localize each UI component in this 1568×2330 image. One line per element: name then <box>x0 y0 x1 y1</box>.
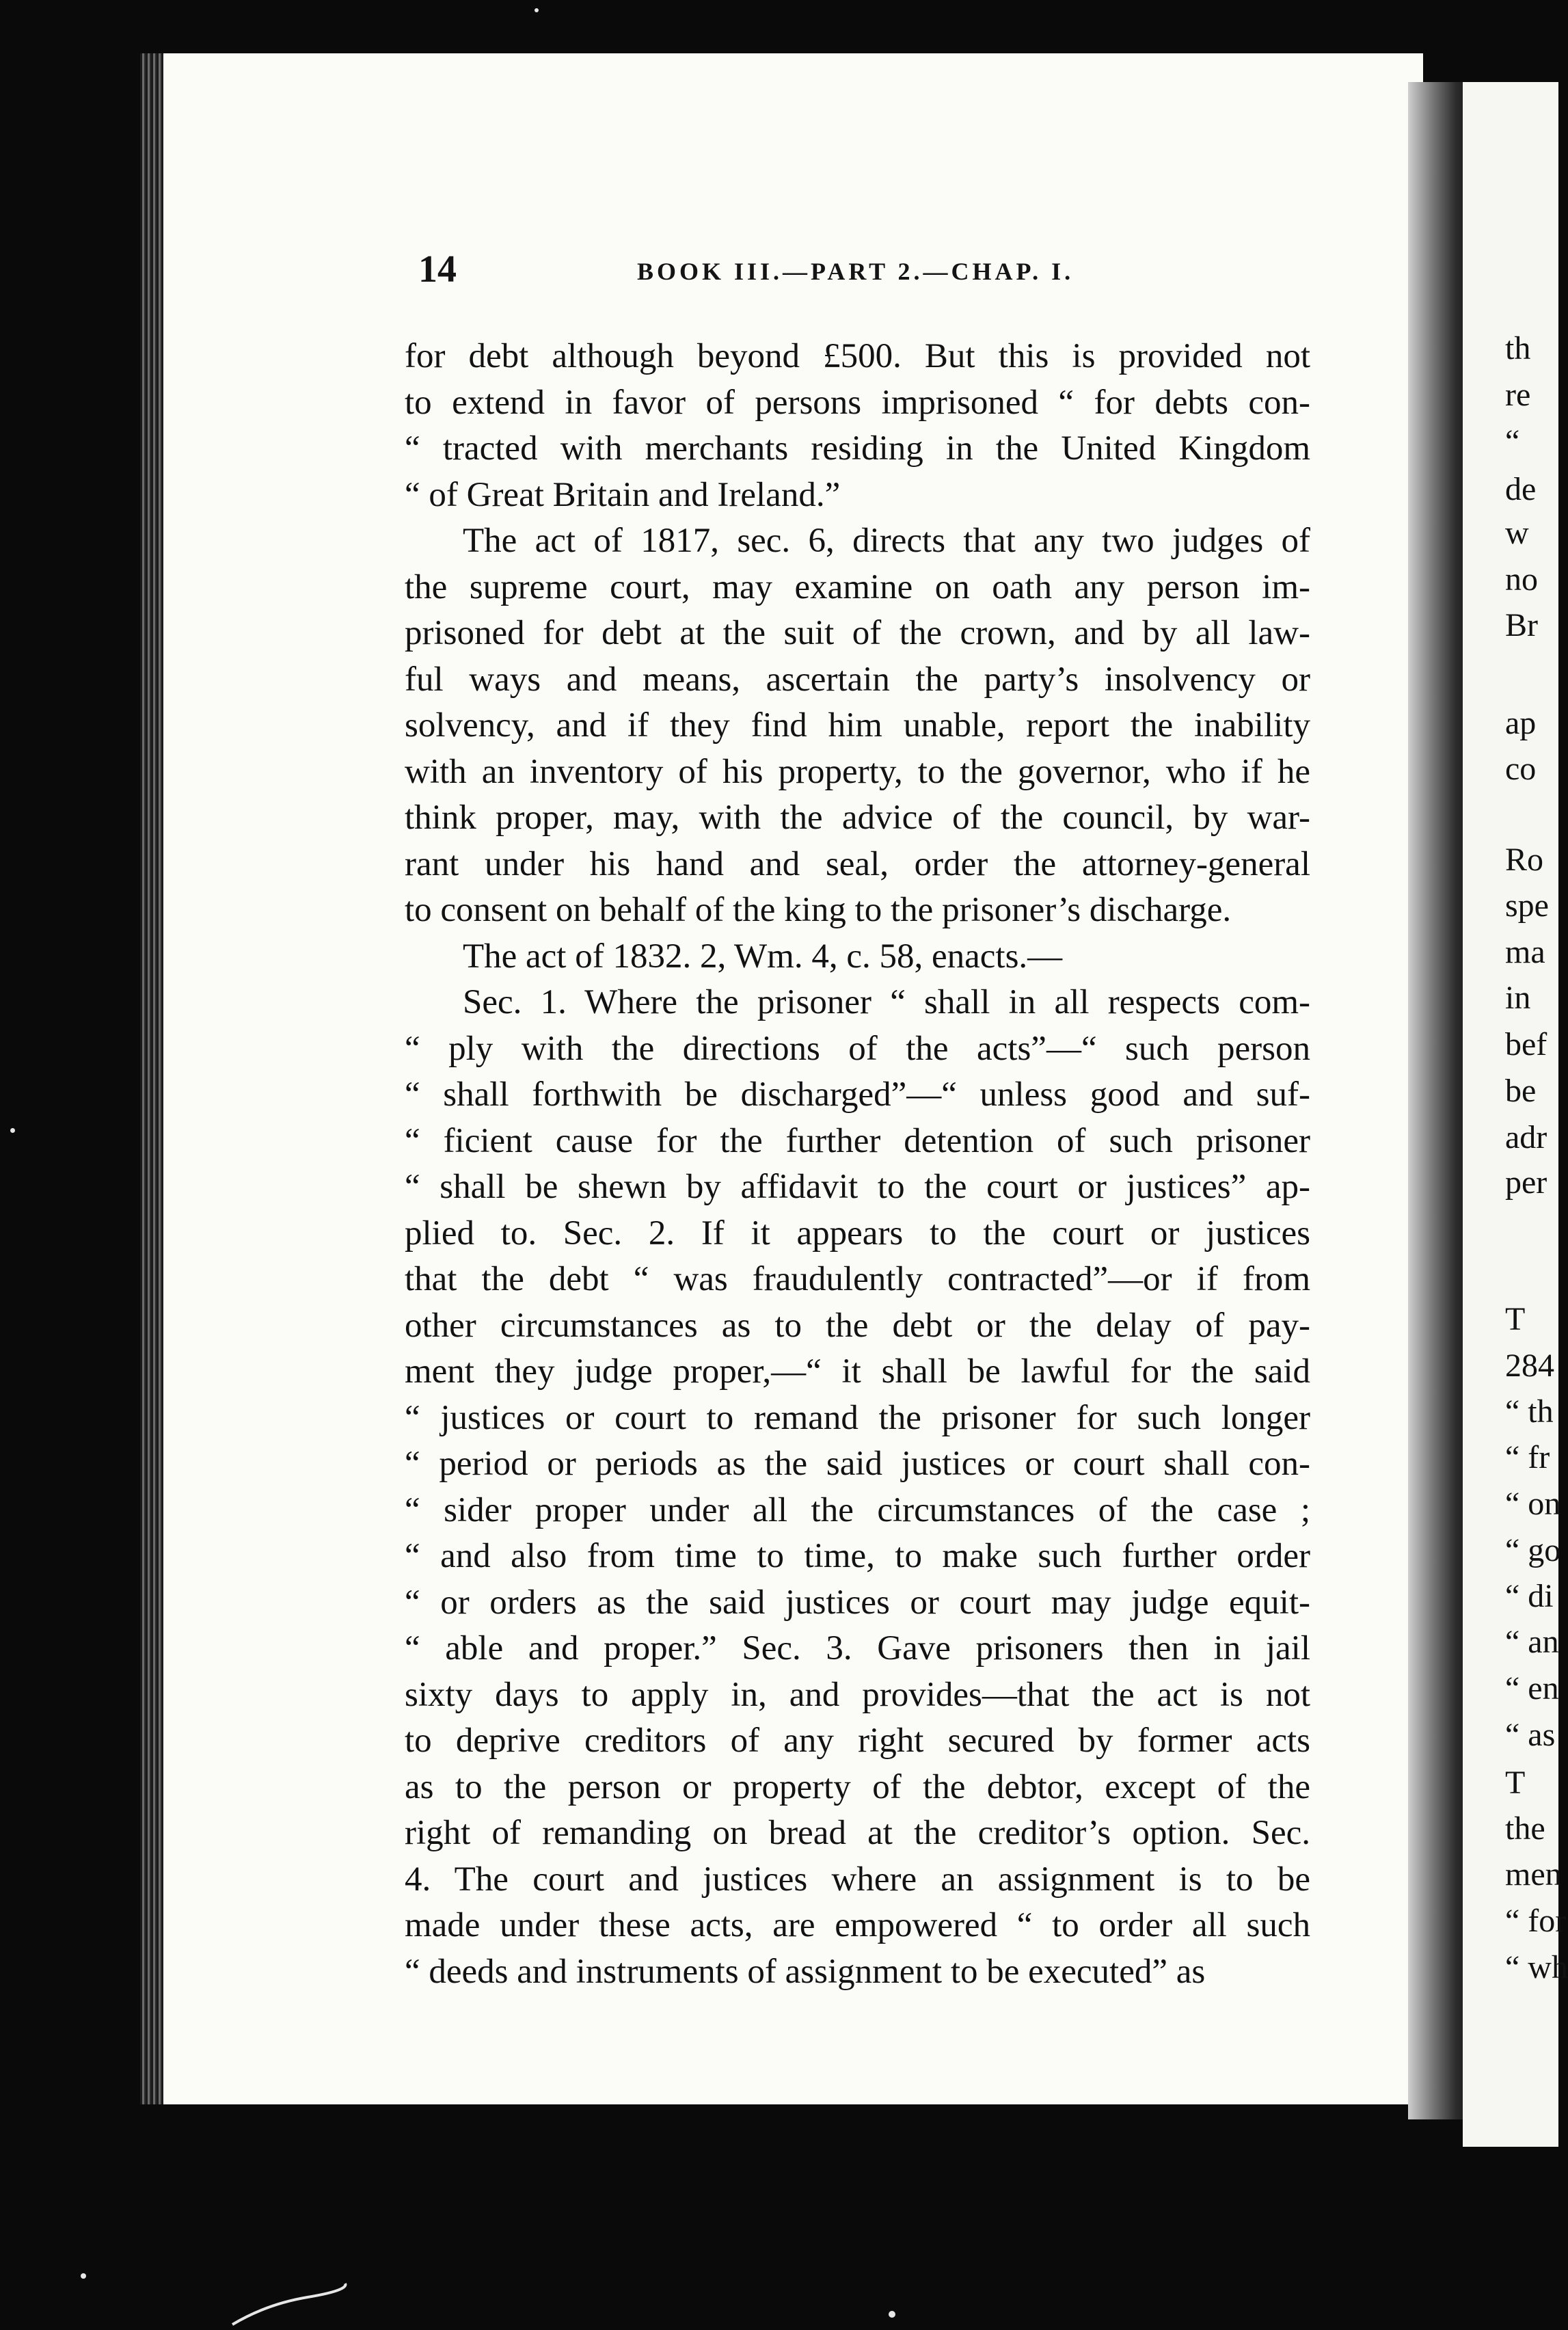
text-line: “ of Great Britain and Ireland.” <box>405 475 841 514</box>
facing-page-fragment: ap <box>1505 705 1537 741</box>
text-line: to extend in favor of persons imprisoned “ for debts con- <box>405 383 1310 422</box>
text-line: 4. The court and justices where an assignment is to be <box>405 1860 1310 1899</box>
page-edge-gutter <box>140 53 163 2104</box>
text-line: “ justices or court to remand the prisoner for such longer <box>405 1398 1310 1437</box>
text-line: “ able and proper.” Sec. 3. Gave prisoners then in jail <box>405 1629 1310 1668</box>
text-line: Sec. 1. Where the prisoner “ shall in all respects com- <box>463 983 1310 1021</box>
facing-page-fragment: Ro <box>1505 842 1544 878</box>
facing-page-fragment: “ go <box>1505 1532 1561 1568</box>
text-line: “ tracted with merchants residing in the United Kingdom <box>405 429 1310 468</box>
text-line: “ shall forthwith be discharged”—“ unless good and suf- <box>405 1075 1310 1114</box>
facing-page-fragment: co <box>1505 751 1537 787</box>
text-line: ment they judge proper,—“ it shall be lawful for the said <box>405 1352 1310 1391</box>
text-line: “ or orders as the said justices or court may judge equit- <box>405 1583 1310 1622</box>
text-line: “ shall be shewn by affidavit to the court or justices” ap- <box>405 1168 1310 1206</box>
dust-speck <box>889 2311 895 2318</box>
facing-page-fragment: be <box>1505 1073 1537 1109</box>
text-line: “ deeds and instruments of assignment to be executed” as <box>405 1952 1206 1991</box>
facing-page-fragment: th <box>1505 330 1531 366</box>
text-line: prisoned for debt at the suit of the crown, and by all law- <box>405 614 1310 652</box>
facing-page-fragment: w <box>1505 515 1529 551</box>
facing-page-fragment: bef <box>1505 1026 1547 1062</box>
page-header <box>418 247 1170 295</box>
facing-page-fragment: “ wh <box>1505 1949 1568 1985</box>
text-line: ful ways and means, ascertain the party’s insolvency or <box>405 660 1310 699</box>
text-line: “ ficient cause for the further detention of such prisoner <box>405 1121 1310 1160</box>
facing-page-fragment: “ on <box>1505 1486 1561 1522</box>
text-line: rant under his hand and seal, order the attorney-general <box>405 844 1310 883</box>
facing-page-fragment: adr <box>1505 1119 1547 1155</box>
text-line: think proper, may, with the advice of the council, by war- <box>405 799 1310 837</box>
facing-page-fragment: “ di <box>1505 1578 1554 1614</box>
facing-page-fragment: ma <box>1505 934 1545 970</box>
page-number: 14 <box>418 248 457 291</box>
text-line: solvency, and if they find him unable, report the inability <box>405 706 1310 745</box>
facing-page-fragment: “ en <box>1505 1670 1559 1706</box>
text-line: plied to. Sec. 2. If it appears to the court or justices <box>405 1214 1310 1253</box>
dust-speck <box>10 1128 15 1133</box>
text-line: The act of 1832. 2, Wm. 4, c. 58, enacts.— <box>463 937 1063 976</box>
facing-page-fragment: “ th <box>1505 1393 1554 1430</box>
dust-speck <box>81 2273 86 2279</box>
text-line: other circumstances as to the debt or the delay of pay- <box>405 1306 1310 1345</box>
facing-page-fragment: “ as <box>1505 1717 1556 1753</box>
running-head: BOOK III.—PART 2.—CHAP. I. <box>637 258 1074 285</box>
facing-page-fragment: de <box>1505 471 1537 507</box>
facing-page-fragment: “ an <box>1505 1624 1559 1660</box>
text-line: “ sider proper under all the circumstances of the case ; <box>405 1490 1310 1529</box>
facing-page-fragment: 284 <box>1505 1348 1554 1384</box>
facing-page-fragment: per <box>1505 1164 1547 1201</box>
facing-page-fragment: spe <box>1505 887 1549 924</box>
facing-page-fragment: “ <box>1505 423 1520 459</box>
margin-scribble <box>226 2256 349 2330</box>
facing-page-fragment: T <box>1505 1301 1526 1337</box>
text-line: the supreme court, may examine on oath any person im- <box>405 567 1310 606</box>
text-line: as to the person or property of the debtor, except of the <box>405 1767 1310 1806</box>
facing-page-fragment: the <box>1505 1810 1545 1847</box>
text-line: The act of 1817, sec. 6, directs that any two judges of <box>463 522 1310 560</box>
text-line: made under these acts, are empowered “ to order all such <box>405 1906 1310 1944</box>
text-line: “ ply with the directions of the acts”—“ such person <box>405 1029 1310 1068</box>
text-line: to consent on behalf of the king to the prisoner’s discharge. <box>405 891 1232 929</box>
text-line: for debt although beyond £500. But this is provided not <box>405 337 1310 375</box>
text-line: “ and also from time to time, to make such further order <box>405 1537 1310 1575</box>
text-line: sixty days to apply in, and provides—that the act is not <box>405 1675 1310 1714</box>
dust-speck <box>535 8 539 12</box>
text-line: right of remanding on bread at the creditor’s option. Sec. <box>405 1814 1310 1852</box>
text-line: to deprive creditors of any right secured by former acts <box>405 1722 1310 1760</box>
facing-page-fragment: men <box>1505 1856 1562 1892</box>
facing-page-fragment: Br <box>1505 607 1538 643</box>
text-line: that the debt “ was fraudulently contracted”—or if from <box>405 1260 1310 1298</box>
text-line: with an inventory of his property, to the governor, who if he <box>405 752 1310 791</box>
facing-page-fragment: T <box>1505 1765 1526 1801</box>
facing-page-fragment: in <box>1505 980 1531 1016</box>
body-text <box>405 334 1310 1995</box>
facing-page-fragment: re <box>1505 377 1531 413</box>
facing-page-fragment: “ fr <box>1505 1439 1550 1475</box>
text-line: “ period or periods as the said justices or court shall con- <box>405 1445 1310 1483</box>
facing-page-fragment: “ for <box>1505 1903 1567 1939</box>
facing-page-fragment: no <box>1505 561 1538 598</box>
